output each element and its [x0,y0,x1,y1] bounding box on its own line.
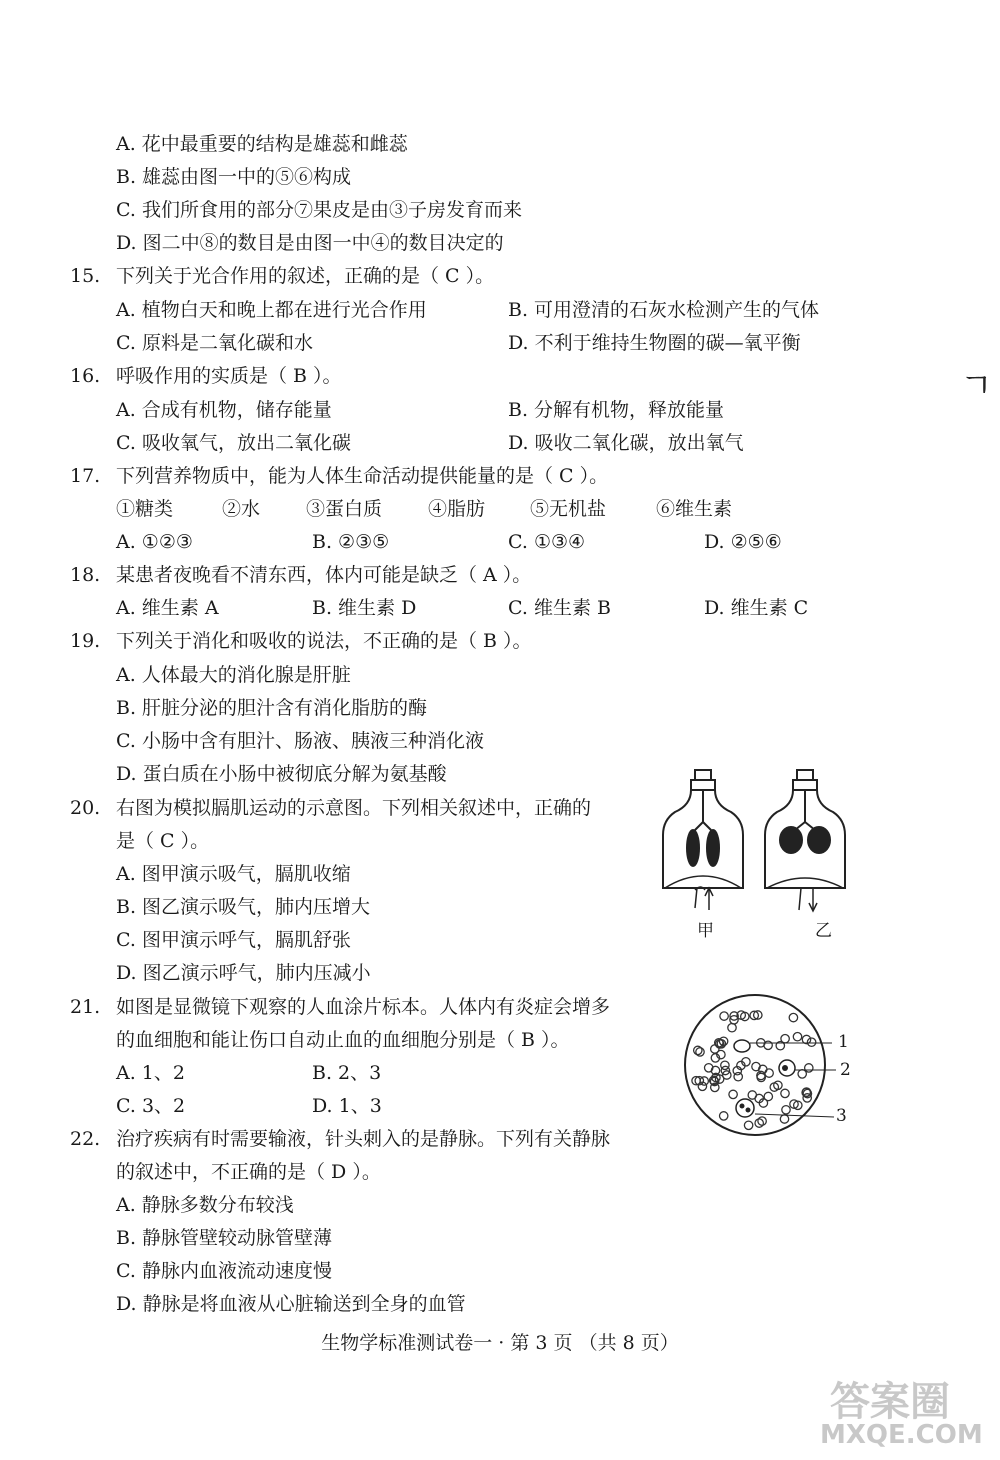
q20-stem-line1: 右图为模拟膈肌运动的示意图。下列相关叙述中，正确的 [116,797,592,819]
q14-option-d: D. 图二中⑧的数目是由图一中④的数目决定的 [116,232,504,254]
q20-stem-line2: 是（ C ）。 [116,830,210,852]
q18-option-b: B. 维生素 D [312,597,417,619]
q22-stem-line1: 治疗疾病有时需要输液，针头刺入的是静脉。下列有关静脉 [116,1128,611,1150]
q15-option-c: C. 原料是二氧化碳和水 [116,332,313,354]
q15-stem: 下列关于光合作用的叙述，正确的是（ C ）。 [116,265,495,287]
q18-option-d: D. 维生素 C [704,597,809,619]
q22-option-b: B. 静脉管壁较动脉管壁薄 [116,1227,333,1249]
q22-option-c: C. 静脉内血液流动速度慢 [116,1260,332,1282]
q17-item-4: ④脂肪 [428,498,486,520]
q15-option-d: D. 不利于维持生物圈的碳—氧平衡 [508,332,801,354]
q17-item-1: ①糖类 [116,498,174,520]
q16-number: 16. [70,365,101,387]
bell-jar-jia [663,770,743,910]
q22-stem-line2: 的叙述中，不正确的是（ D ）。 [116,1161,381,1183]
q18-option-c: C. 维生素 B [508,597,611,619]
q21-option-b: B. 2、3 [312,1062,382,1084]
q18-stem: 某患者夜晚看不清东西，体内可能是缺乏（ A ）。 [116,564,532,586]
q19-option-b: B. 肝脏分泌的胆汁含有消化脂肪的酶 [116,697,428,719]
q19-option-d: D. 蛋白质在小肠中被彻底分解为氨基酸 [116,763,447,785]
blood-label-1: 1 [838,1032,849,1052]
q15-number: 15. [70,265,101,287]
q21-stem-line1: 如图是显微镜下观察的人血涂片标本。人体内有炎症会增多 [116,996,611,1018]
q21-number: 21. [70,996,101,1018]
figure-label-yi: 乙 [815,921,832,941]
q22-option-a: A. 静脉多数分布较浅 [116,1194,294,1216]
q17-item-6: ⑥维生素 [656,498,733,520]
q19-number: 19. [70,630,101,652]
figure-label-jia: 甲 [697,921,714,941]
q21-option-c: C. 3、2 [116,1095,186,1117]
q21-stem-line2: 的血细胞和能让伤口自动止血的血细胞分别是（ B ）。 [116,1029,570,1051]
blood-smear-figure [680,990,850,1140]
blood-label-2: 2 [840,1060,851,1080]
q14-option-b: B. 雄蕊由图一中的⑤⑥构成 [116,166,352,188]
watermark-logo: 答案圈 [830,1379,950,1425]
q16-option-c: C. 吸收氧气，放出二氧化碳 [116,432,351,454]
q22-option-d: D. 静脉是将血液从心脏输送到全身的血管 [116,1293,466,1315]
bell-jar-yi [765,770,845,911]
q20-option-a: A. 图甲演示吸气，膈肌收缩 [116,863,351,885]
q17-option-c: C. ①③④ [508,531,586,553]
q20-option-d: D. 图乙演示呼气，肺内压减小 [116,962,371,984]
blood-label-3: 3 [836,1106,847,1126]
q19-stem: 下列关于消化和吸收的说法，不正确的是（ B ）。 [116,630,532,652]
q17-item-2: ②水 [222,498,261,520]
q16-stem: 呼吸作用的实质是（ B ）。 [116,365,342,387]
q17-item-5: ⑤无机盐 [530,498,607,520]
q19-option-a: A. 人体最大的消化腺是肝脏 [116,664,351,686]
q15-option-a: A. 植物白天和晚上都在进行光合作用 [116,299,427,321]
page-footer: 生物学标准测试卷一 · 第 3 页 （共 8 页） [321,1332,679,1354]
q22-number: 22. [70,1128,101,1150]
q17-item-3: ③蛋白质 [306,498,383,520]
q20-number: 20. [70,797,101,819]
q16-option-b: B. 分解有机物，释放能量 [508,399,725,421]
watermark-url: MXQE.COM [820,1420,983,1450]
handwritten-mark: ㄱ [960,366,993,406]
q16-option-a: A. 合成有机物，储存能量 [116,399,332,421]
q14-option-a: A. 花中最重要的结构是雄蕊和雌蕊 [116,133,408,155]
white-blood-cell-nucleus [734,1040,750,1052]
q19-option-c: C. 小肠中含有胆汁、肠液、胰液三种消化液 [116,730,484,752]
q14-option-c: C. 我们所食用的部分⑦果皮是由③子房发育而来 [116,199,522,221]
q18-number: 18. [70,564,101,586]
q16-option-d: D. 吸收二氧化碳，放出氧气 [508,432,744,454]
q17-option-b: B. ②③⑤ [312,531,390,553]
q18-option-a: A. 维生素 A [116,597,219,619]
q20-option-c: C. 图甲演示呼气，膈肌舒张 [116,929,351,951]
q21-option-d: D. 1、3 [312,1095,382,1117]
cell-3 [736,1099,754,1117]
q17-stem: 下列营养物质中，能为人体生命活动提供能量的是（ C ）。 [116,465,609,487]
q21-option-a: A. 1、2 [116,1062,185,1084]
q20-option-b: B. 图乙演示吸气，肺内压增大 [116,896,371,918]
q17-option-a: A. ①②③ [116,531,193,553]
q17-option-d: D. ②⑤⑥ [704,531,782,553]
q15-option-b: B. 可用澄清的石灰水检测产生的气体 [508,299,820,321]
q17-number: 17. [70,465,101,487]
